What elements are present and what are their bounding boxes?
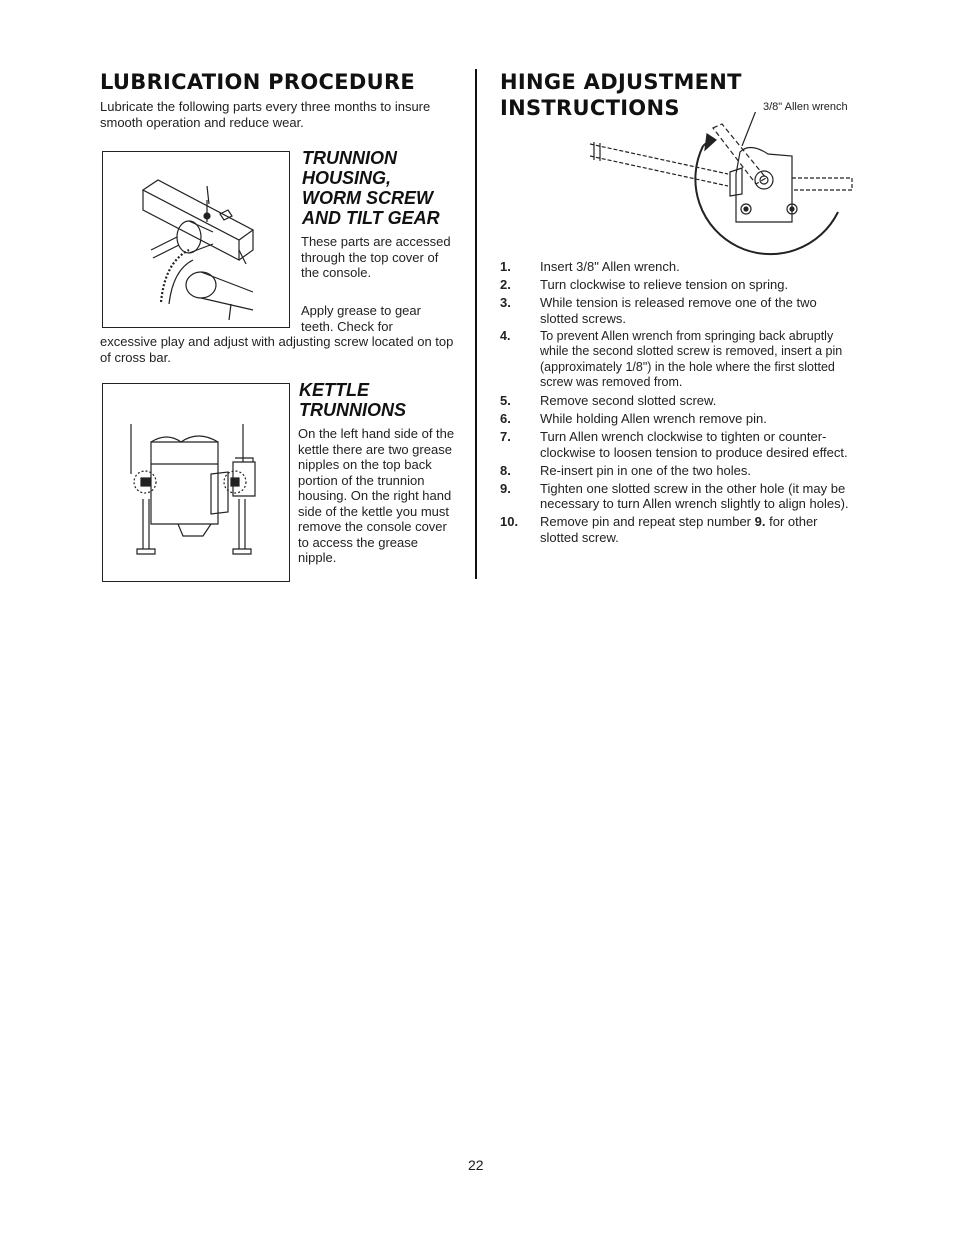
- trunnion-heading: TRUNNION HOUSING, WORM SCREW AND TILT GEAR: [302, 148, 440, 228]
- trunnion-access-text: These parts are accessed through the top cover of the console.: [301, 234, 451, 280]
- trunnion-grease-text-continued: excessive play and adjust with adjusting screw located on top of cross bar.: [100, 334, 454, 365]
- kettle-trunnions-figure: [102, 383, 290, 582]
- page-number: 22: [468, 1157, 484, 1173]
- lubrication-intro: Lubricate the following parts every three months to insure smooth operation and reduce wear.: [100, 99, 431, 130]
- trunnion-housing-figure: [102, 151, 290, 328]
- list-item: 4. To prevent Allen wrench from springing back abruptly while the second slotted screw is removed, insert a pin (approximately 1/8") in the hole where the first slotted screw was removed from.: [500, 328, 843, 389]
- list-item: 3. While tension is released remove one of the two slotted screws.: [500, 295, 817, 326]
- list-item: 1. Insert 3/8" Allen wrench.: [500, 259, 680, 274]
- list-item: 5. Remove second slotted screw.: [500, 393, 717, 408]
- hinge-illustration: [580, 112, 860, 262]
- wrench-label: 3/8" Allen wrench: [763, 101, 848, 113]
- column-divider: [475, 69, 477, 579]
- lubrication-title: LUBRICATION PROCEDURE: [100, 70, 416, 94]
- hinge-steps-list: [500, 259, 854, 548]
- list-item: 7. Turn Allen wrench clockwise to tighten or counter-clockwise to loosen tension to produce desired effect.: [500, 429, 848, 460]
- hinge-diagram: [580, 112, 860, 262]
- list-item: 8. Re-insert pin in one of the two holes.: [500, 462, 752, 478]
- list-item: 9. Tighten one slotted screw in the other hole (it may be necessary to turn Allen wrench slightly to align holes).: [500, 480, 849, 511]
- kettle-illustration: [103, 384, 289, 581]
- list-item: 10. Remove pin and repeat step number 9. for other slotted screw.: [500, 514, 818, 545]
- step-reference: 9.: [754, 514, 766, 529]
- list-item: 6. While holding Allen wrench remove pin.: [500, 411, 767, 426]
- list-item: 2. Turn clockwise to relieve tension on spring.: [500, 277, 789, 292]
- hinge-title: HINGE ADJUSTMENT INSTRUCTIONS: [500, 70, 742, 120]
- trunnion-grease-text: Apply grease to gear teeth. Check for: [301, 303, 421, 334]
- kettle-text: On the left hand side of the kettle there are two grease nipples on the top back portion of the trunnion housing. On the right hand side of the kettle you must remove the console cover to access the grease nipple.: [298, 426, 455, 565]
- kettle-heading: KETTLE TRUNNIONS: [299, 380, 406, 420]
- worm-screw-illustration: [103, 152, 289, 327]
